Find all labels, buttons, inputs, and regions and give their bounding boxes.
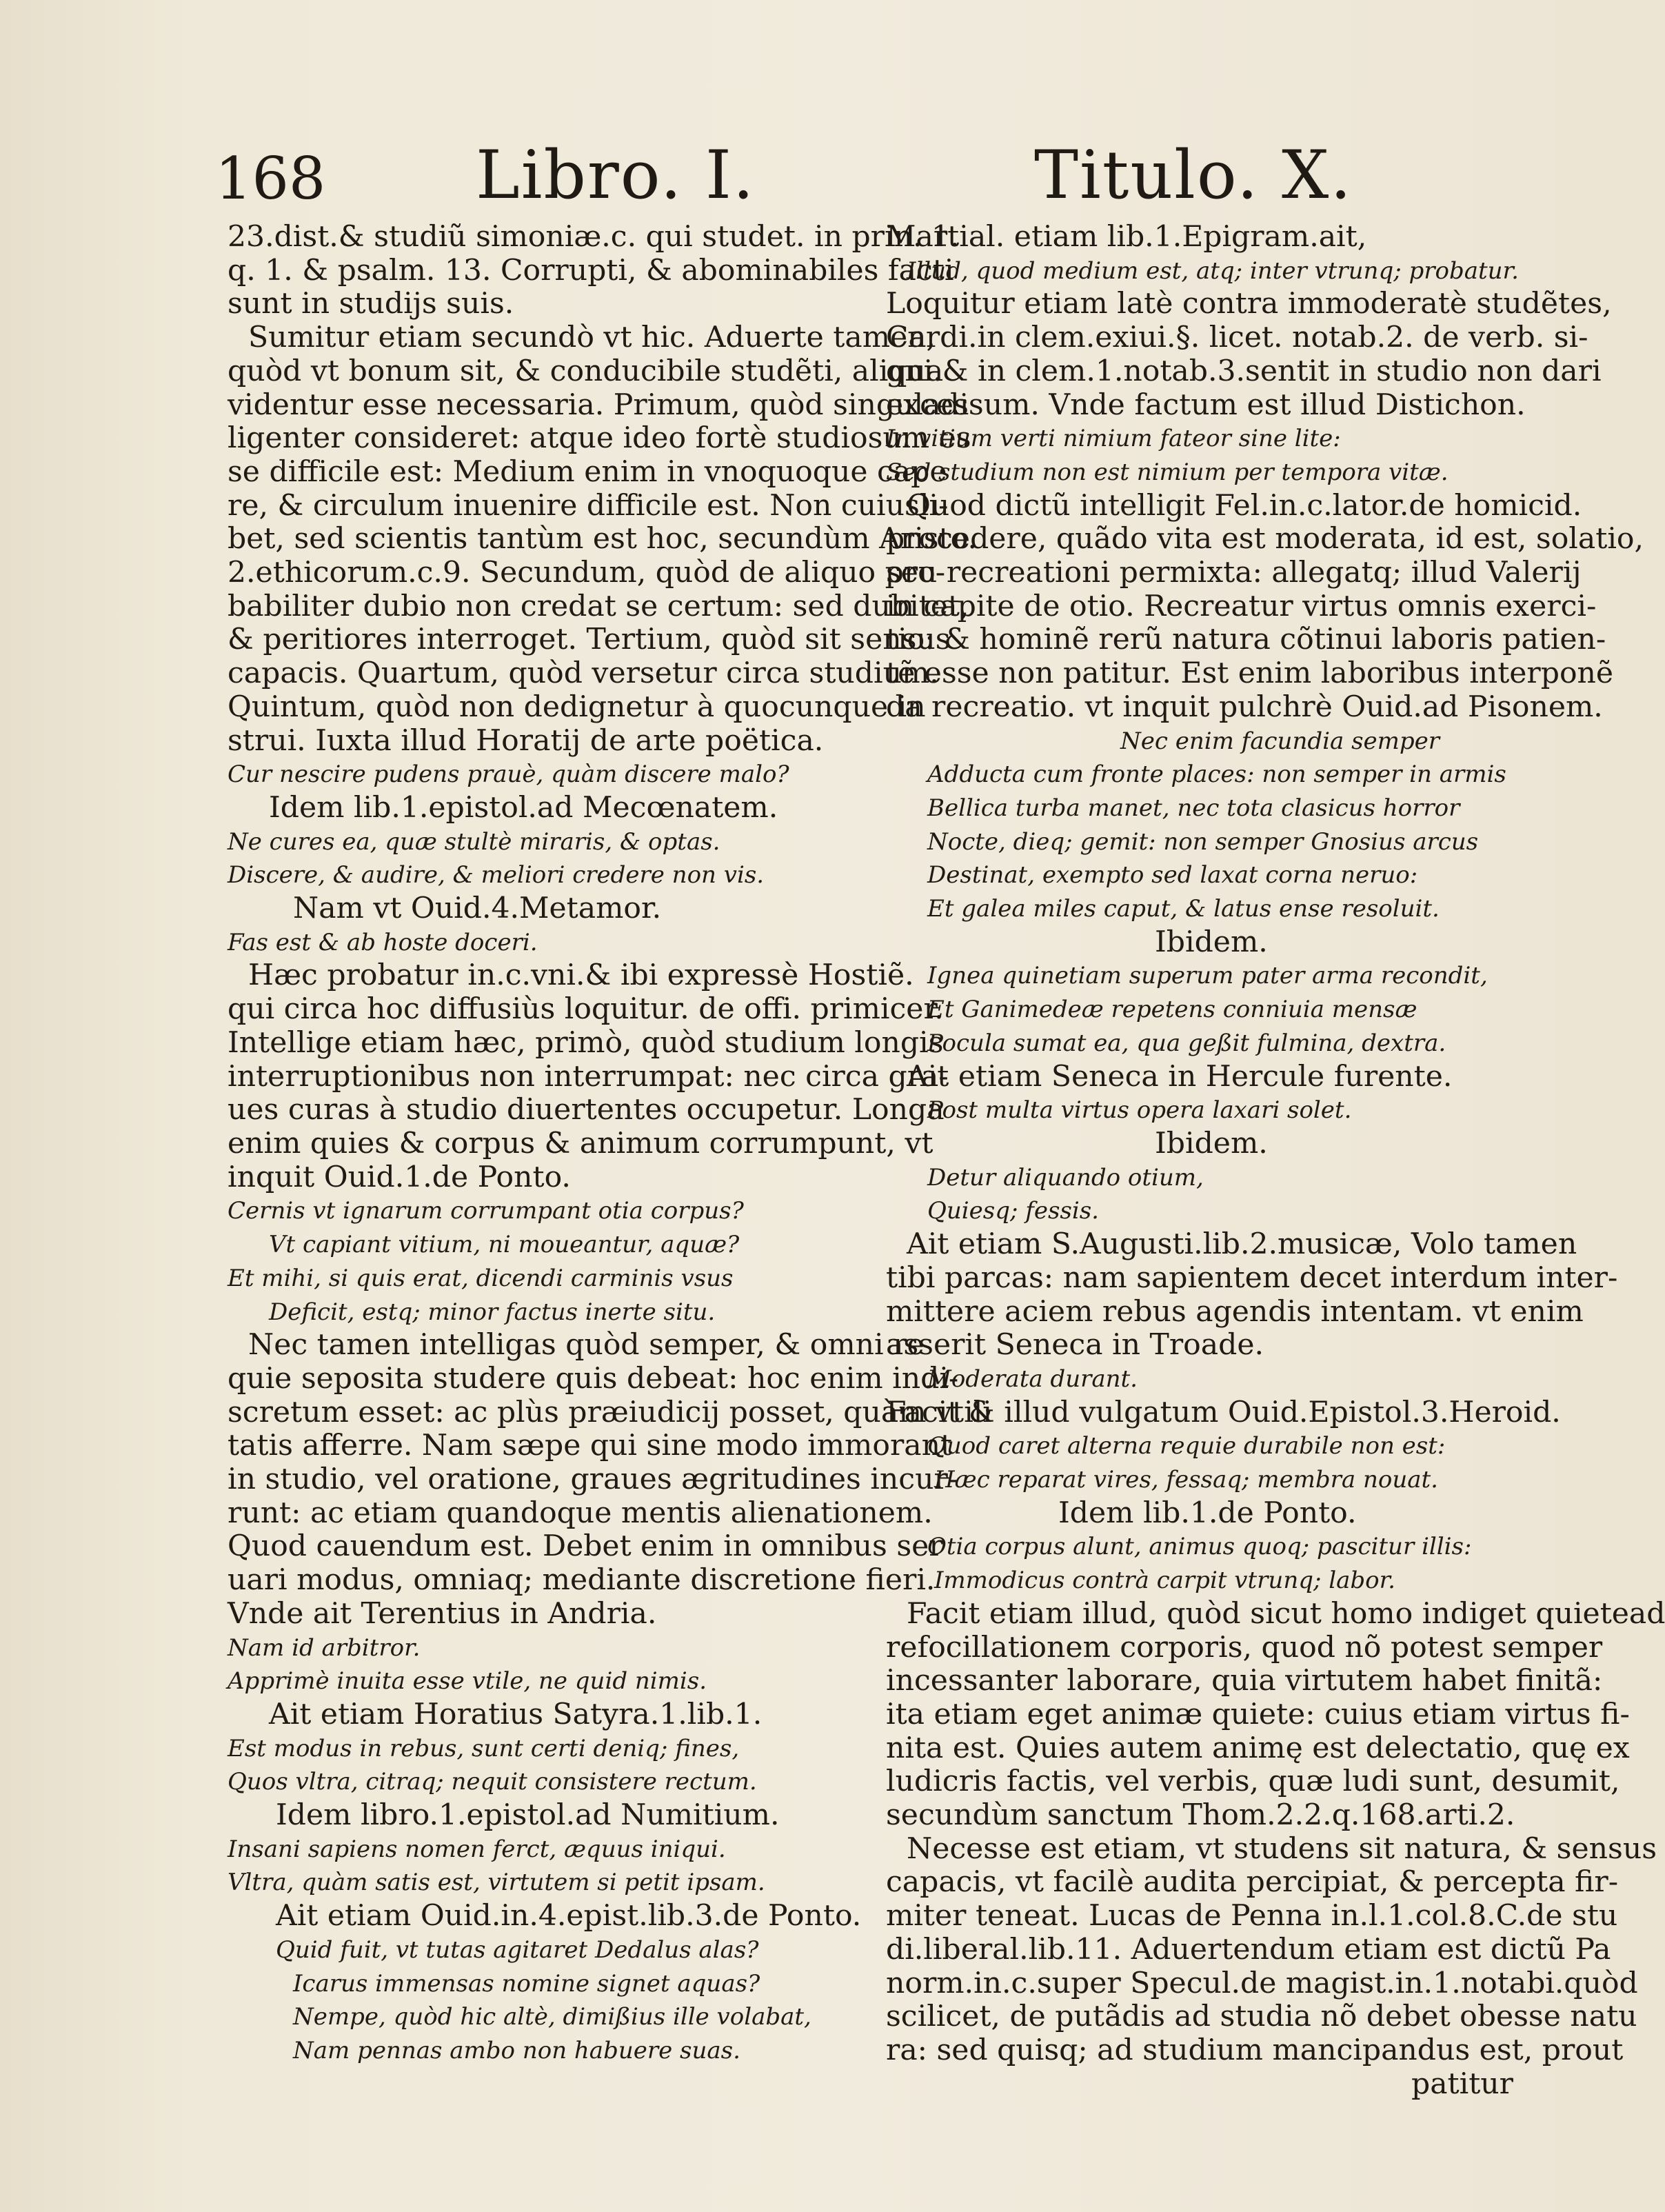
- verse-line: Quod caret alterna requie durabile non est:: [927, 1432, 1446, 1460]
- text-line: Ait etiam Seneca in Hercule furente.: [907, 1059, 1453, 1094]
- text-line: & peritiores interroget. Tertium, quòd sit sensus: [228, 623, 951, 657]
- verse-line: Otia corpus alunt, animus quoq; pascitur illis:: [927, 1533, 1472, 1561]
- verse-line: Adducta cum fronte places: non semper in armis: [927, 761, 1506, 789]
- text-line: mittere aciem rebus agendis intentam. vt enim: [886, 1294, 1584, 1329]
- text-line: Idem libro.1.epistol.ad Numitium.: [276, 1798, 780, 1833]
- verse-line: Nempe, quòd hic altè, dimißius ille volabat,: [293, 2003, 811, 2031]
- text-line: Ibidem.: [1155, 1126, 1268, 1160]
- text-line: quie seposita studere quis debeat: hoc enim indi-: [228, 1361, 959, 1396]
- verse-line: Insani sapiens nomen ferct, æquus iniqui.: [228, 1835, 726, 1863]
- verse-line: Nocte, dieq; gemit: non semper Gnosius arcus: [927, 827, 1479, 856]
- text-line: incessanter laborare, quia virtutem habet finitã:: [886, 1664, 1603, 1698]
- text-line: se difficile est: Medium enim in vnoquoque cape: [228, 454, 947, 489]
- text-line: Intellige etiam hæc, primò, quòd studium longis: [228, 1025, 944, 1060]
- verse-line: Destinat, exempto sed laxat corna neruo:: [927, 861, 1418, 889]
- verse-line: Cur nescire pudens prauè, quàm discere malo?: [228, 761, 789, 789]
- verse-line: Post multa virtus opera laxari solet.: [927, 1096, 1352, 1125]
- text-line: Hæc probatur in.c.vni.& ibi expressè Hostiẽ.: [248, 958, 914, 993]
- verse-line: Bellica turba manet, nec tota clasicus horror: [927, 794, 1460, 822]
- text-line: ita etiam eget animæ quiete: cuius etiam virtus fi-: [886, 1697, 1630, 1731]
- text-line: Nec tamen intelligas quòd semper, & omni re: [248, 1328, 925, 1363]
- verse-line: Fas est & ab hoste doceri.: [228, 928, 538, 956]
- verse-line: Vltra, quàm satis est, virtutem si petit ipsam.: [228, 1869, 765, 1897]
- text-line: Idem lib.1.epistol.ad Mecœnatem.: [269, 790, 778, 825]
- text-line: Ibidem.: [1155, 925, 1268, 959]
- text-line: tatis afferre. Nam sæpe qui sine modo immorant: [228, 1429, 953, 1463]
- book-label: Libro. I.: [476, 137, 756, 214]
- verse-line: Hæc reparat vires, fessaq; membra nouat.: [934, 1466, 1438, 1494]
- verse-line: Quid fuit, vt tutas agitaret Dedalus alas?: [276, 1936, 759, 1964]
- text-line: tibi parcas: nam sapientem decet interdum inter-: [886, 1260, 1618, 1295]
- verse-line: Detur aliquando otium,: [927, 1163, 1204, 1192]
- text-line: Nam vt Ouid.4.Metamor.: [293, 892, 662, 926]
- text-line: di.liberal.lib.11. Aduertendum etiam est dictũ Pa: [886, 1932, 1611, 1967]
- text-line: Martial. etiam lib.1.Epigram.ait,: [886, 220, 1367, 254]
- text-line: patitur: [1411, 2067, 1513, 2101]
- text-line: Facit & illud vulgatum Ouid.Epistol.3.Heroid.: [886, 1395, 1561, 1429]
- verse-line: Icarus immensas nomine signet aquas?: [293, 1969, 760, 1998]
- text-line: babiliter dubio non credat se certum: sed dubitet,: [228, 589, 969, 623]
- text-line: Vnde ait Terentius in Andria.: [228, 1596, 657, 1631]
- text-line: quòd vt bonum sit, & conducibile studẽti, aliqua: [228, 354, 944, 388]
- text-line: Ait etiam Ouid.in.4.epist.lib.3.de Ponto.: [276, 1899, 862, 1933]
- text-line: Loquitur etiam latè contra immoderatè studẽtes,: [886, 287, 1612, 321]
- text-line: asserit Seneca in Troade.: [886, 1328, 1264, 1363]
- verse-line: Et Ganimedeæ repetens conniuia mensæ: [927, 996, 1417, 1024]
- text-line: strui. Iuxta illud Horatij de arte poëtica.: [228, 723, 824, 758]
- text-line: uari modus, omniaq; mediante discretione fieri.: [228, 1563, 936, 1598]
- verse-line: Immodicus contrà carpit vtrunq; labor.: [934, 1567, 1395, 1595]
- text-line: excessum. Vnde factum est illud Distichon.: [886, 388, 1526, 422]
- text-line: ludicris factis, vel verbis, quæ ludi sunt, desumit,: [886, 1764, 1620, 1799]
- verse-line: In vitium verti nimium fateor sine lite:: [886, 425, 1341, 453]
- verse-line: Et mihi, si quis erat, dicendi carminis vsus: [228, 1264, 734, 1292]
- text-line: tio: & hominẽ rerũ natura cõtinui laboris patien-: [886, 623, 1606, 657]
- text-line: Idem lib.1.de Ponto.: [1058, 1496, 1357, 1530]
- verse-line: Sed studium non est nimium per tempora vitæ.: [886, 458, 1449, 486]
- verse-line: Nam pennas ambo non habuere suas.: [293, 2036, 740, 2064]
- text-line: scilicet, de putãdis ad studia nõ debet obesse natu: [886, 2000, 1637, 2034]
- left-text-column: [228, 220, 992, 2068]
- text-line: capacis. Quartum, quòd versetur circa studium.: [228, 656, 939, 691]
- verse-line: Cernis vt ignarum corrumpant otia corpus?: [228, 1197, 744, 1225]
- verse-line: Est modus in rebus, sunt certi deniq; fines,: [228, 1734, 740, 1762]
- running-head: [0, 131, 1551, 221]
- text-line: Cardi.in clem.exiui.§. licet. notab.2. de verb. si-: [886, 321, 1588, 355]
- verse-line: Et galea miles caput, & latus ense resoluit.: [927, 895, 1440, 923]
- text-line: interruptionibus non interrumpat: nec circa gra-: [228, 1059, 949, 1094]
- text-line: Quod dictũ intelligit Fel.in.c.lator.de homicid.: [907, 488, 1582, 523]
- verse-line: Vt capiant vitium, ni moueantur, aquæ?: [269, 1231, 740, 1259]
- text-line: Quintum, quòd non dedignetur à quocunque in: [228, 690, 926, 724]
- text-line: Necesse est etiam, vt studens sit natura, & sensus: [907, 1831, 1657, 1866]
- text-line: in capite de otio. Recreatur virtus omnis exerci-: [886, 589, 1597, 623]
- text-line: norm.in.c.super Specul.de magist.in.1.notabi.quòd: [886, 1966, 1638, 2000]
- text-line: tẽ esse non patitur. Est enim laboribus interponẽ: [886, 656, 1614, 691]
- text-line: Ait etiam S.Augusti.lib.2.musicæ, Volo tamen: [907, 1227, 1577, 1262]
- verse-line: Pocula sumat ea, qua geßit fulmina, dextra.: [927, 1029, 1446, 1057]
- verse-line: Illud, quod medium est, atq; inter vtrunq; probatur.: [907, 257, 1519, 285]
- verse-line: Ignea quinetiam superum pater arma recondit,: [927, 962, 1488, 990]
- text-line: ues curas à studio diuertentes occupetur. Longa: [228, 1093, 945, 1127]
- text-line: gni.& in clem.1.notab.3.sentit in studio non dari: [886, 354, 1602, 388]
- verse-line: Nam id arbitror.: [228, 1633, 421, 1662]
- text-line: Facit etiam illud, quòd sicut homo indiget quietead: [907, 1596, 1665, 1631]
- text-line: Quod cauendum est. Debet enim in omnibus ser: [228, 1529, 943, 1564]
- text-line: runt: ac etiam quandoque mentis alienationem.: [228, 1496, 933, 1530]
- verse-line: Quiesq; fessis.: [927, 1197, 1099, 1225]
- text-line: ligenter consideret: atque ideo fortè studiosum es: [228, 421, 971, 456]
- text-line: re, & circulum inuenire difficile est. Non cuiusli-: [228, 488, 949, 523]
- right-text-column: [886, 220, 1665, 2101]
- text-line: qui circa hoc diffusiùs loquitur. de offi. primicer.: [228, 992, 944, 1027]
- text-line: sunt in studijs suis.: [228, 287, 514, 321]
- text-line: enim quies & corpus & animum corrumpunt, vt: [228, 1126, 934, 1160]
- text-line: miter teneat. Lucas de Penna in.l.1.col.8.C.de stu: [886, 1899, 1618, 1933]
- text-line: Ait etiam Horatius Satyra.1.lib.1.: [269, 1697, 763, 1731]
- text-line: scretum esset: ac plùs præiudicij posset, quàm vtili: [228, 1395, 992, 1429]
- text-line: 23.dist.& studiũ simoniæ.c. qui studet. in prin. 1.: [228, 220, 960, 254]
- text-line: bet, sed scientis tantùm est hoc, secundùm Aristo.: [228, 522, 977, 556]
- text-line: in studio, vel oratione, graues ægritudines incur-: [228, 1462, 958, 1497]
- verse-line: Quos vltra, citraq; nequit consistere rectum.: [228, 1768, 757, 1796]
- text-line: 2.ethicorum.c.9. Secundum, quòd de aliquo pro-: [228, 556, 946, 590]
- text-line: refocillationem corporis, quod nõ potest semper: [886, 1630, 1603, 1665]
- verse-line: Moderata durant.: [927, 1365, 1138, 1393]
- verse-line: Nec enim facundia semper: [1120, 727, 1440, 755]
- verse-line: Discere, & audire, & meliori credere non vis.: [228, 861, 765, 889]
- text-line: ra: sed quisq; ad studium mancipandus est, prout: [886, 2033, 1624, 2067]
- verse-line: Deficit, estq; minor factus inerte situ.: [269, 1298, 716, 1326]
- text-line: nita est. Quies autem animę est delectatio, quę ex: [886, 1731, 1630, 1765]
- text-line: Sumitur etiam secundò vt hic. Aduerte tamen,: [248, 321, 936, 355]
- text-line: da recreatio. vt inquit pulchrè Ouid.ad Pisonem.: [886, 690, 1603, 724]
- text-line: capacis, vt facilè audita percipiat, & percepta fir-: [886, 1865, 1619, 1900]
- text-line: seu recreationi permixta: allegatq; illud Valerij: [886, 556, 1582, 590]
- title-label: Titulo. X.: [1034, 137, 1353, 214]
- text-line: q. 1. & psalm. 13. Corrupti, & abominabiles facti: [228, 253, 954, 288]
- text-line: videntur esse necessaria. Primum, quòd singuladi: [228, 388, 969, 422]
- text-line: secundùm sanctum Thom.2.2.q.168.arti.2.: [886, 1798, 1515, 1833]
- text-line: procedere, quãdo vita est moderata, id est, solatio,: [886, 522, 1644, 556]
- page-number: 168: [215, 145, 326, 212]
- text-line: inquit Ouid.1.de Ponto.: [228, 1160, 571, 1194]
- verse-line: Ne cures ea, quæ stultè miraris, & optas.: [228, 827, 720, 856]
- verse-line: Apprimè inuita esse vtile, ne quid nimis.: [228, 1667, 707, 1696]
